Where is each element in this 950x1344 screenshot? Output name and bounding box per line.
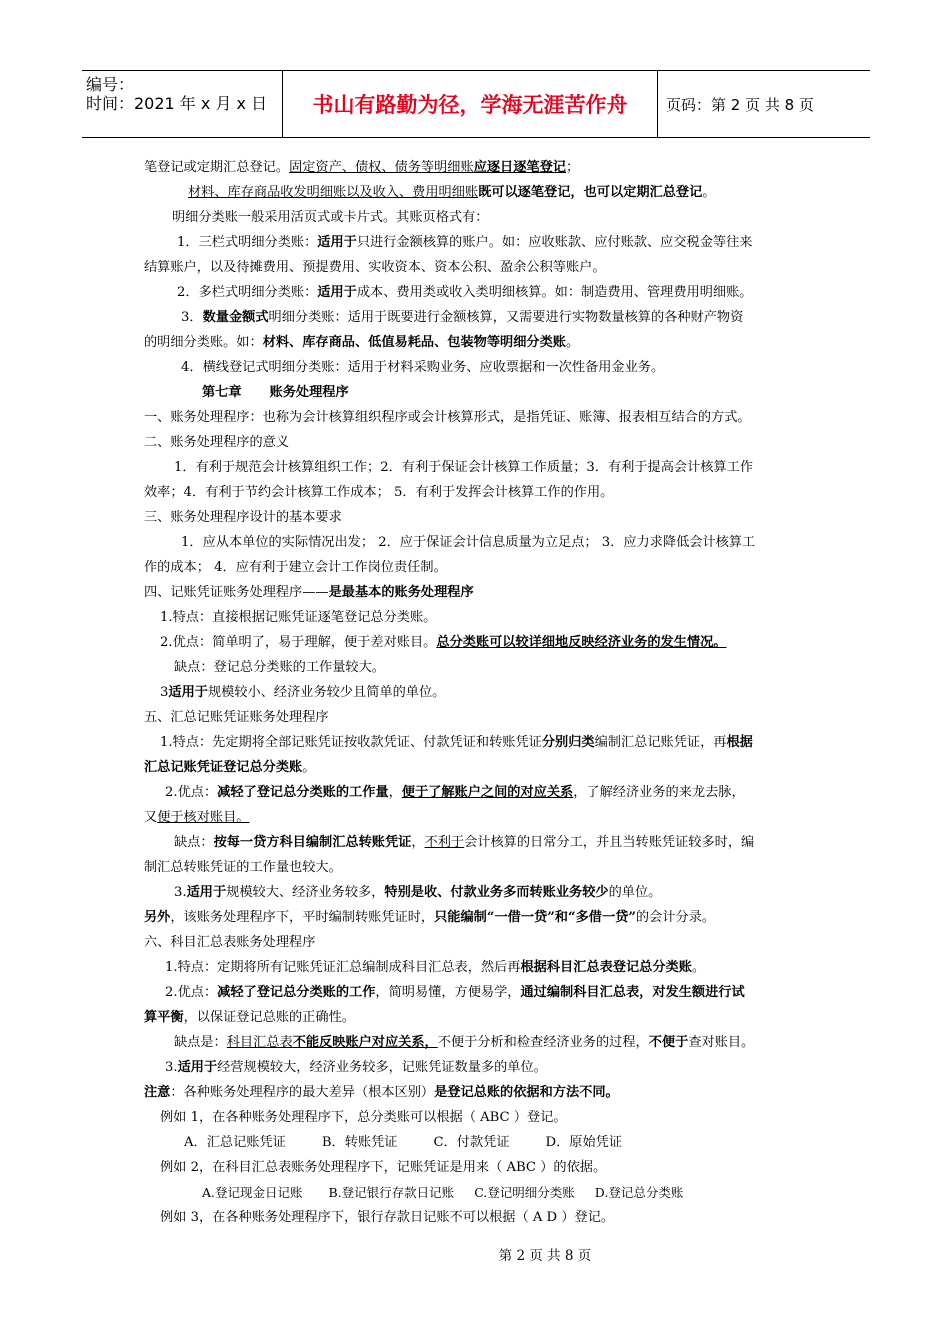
text-line: 3.适用于规模较大、经济业务较多，特别是收、付款业务多而转账业务较少的单位。 [174, 885, 662, 900]
motto: 书山有路勤为径，学海无涯苦作舟 [312, 93, 628, 117]
section-heading: 四、记账凭证账务处理程序——是最基本的账务处理程序 [144, 585, 474, 600]
header-motto-cell [283, 71, 658, 137]
example-question: 例如 3，在各种账务处理程序下，银行存款日记账不可以根据（ A D ）登记。 [160, 1210, 615, 1225]
section-heading: 五、汇总记账凭证账务处理程序 [144, 710, 329, 725]
text-line: 1.特点：定期将所有记账凭证汇总编制成科目汇总表，然后再根据科目汇总表登记总分类账。 [165, 960, 706, 975]
example-options: A．汇总记账凭证 B．转账凭证 C．付款凭证 D．原始凭证 [184, 1135, 623, 1150]
section-heading: 二、账务处理程序的意义 [144, 435, 290, 450]
example-question: 例如 1，在各种账务处理程序下，总分类账可以根据（ ABC ）登记。 [160, 1110, 567, 1125]
text-line: 制汇总转账凭证的工作量也较大。 [144, 860, 342, 875]
text-line: 缺点：按每一贷方科目编制汇总转账凭证，不利于会计核算的日常分工，并且当转账凭证较多时，编 [174, 835, 755, 850]
header-page-info: 页码：第 2 页 共 8 页 [666, 95, 814, 114]
example-question: 例如 2，在科目汇总表账务处理程序下，记账凭证是用来（ ABC ）的依据。 [160, 1160, 607, 1175]
page-footer [0, 1244, 950, 1264]
text-line: 3．数量金额式明细分类账：适用于既要进行金额核算，又需要进行实物数量核算的各种财产物资 [181, 310, 744, 325]
text-line: 1．三栏式明细分类账：适用于只进行金额核算的账户。如：应收账款、应付账款、应交税金等往来 [177, 235, 753, 250]
example-options: A.登记现金日记账 B.登记银行存款日记账 C.登记明细分类账 D.登记总分类账 [202, 1185, 684, 1200]
text-line: 3适用于规模较小、经济业务较少且简单的单位。 [160, 685, 446, 700]
page-number: 第 2 页 共 8 页 [498, 1248, 592, 1264]
text-line: 2.优点：简单明了，易于理解，便于差对账目。总分类账可以较详细地反映经济业务的发生情况。 [160, 635, 727, 650]
text-line: 2．多栏式明细分类账：适用于成本、费用类或收入类明细核算。如：制造费用、管理费用明细账。 [177, 285, 753, 300]
text-line: 效率；4．有利于节约会计核算工作成本； 5．有利于发挥会计核算工作的作用。 [144, 485, 614, 500]
serial-number-label: 编号： [86, 75, 135, 94]
text-line: 汇总记账凭证登记总分类账。 [144, 760, 316, 775]
section-heading: 三、账务处理程序设计的基本要求 [144, 510, 342, 525]
text-line: 材料、库存商品收发明细账以及收入、费用明细账既可以逐笔登记，也可以定期汇总登记。 [188, 185, 716, 200]
page-header [82, 70, 870, 138]
chapter-heading: 第七章 账务处理程序 [202, 385, 349, 400]
text-line: 1.特点：先定期将全部记账凭证按收款凭证、付款凭证和转账凭证分别归类编制汇总记账凭证，再根据 [160, 735, 753, 750]
section-heading: 六、科目汇总表账务处理程序 [144, 935, 316, 950]
text-line: 1.特点：直接根据记账凭证逐笔登记总分类账。 [160, 610, 437, 625]
text-line: 2.优点：减轻了登记总分类账的工作，简明易懂，方便易学，通过编制科目汇总表，对发生额进行试 [165, 985, 745, 1000]
text-line: 注意：各种账务处理程序的最大差异（根本区别）是登记总账的依据和方法不同。 [144, 1085, 619, 1100]
text-line: 1．有利于规范会计核算组织工作；2．有利于保证会计核算工作质量；3．有利于提高会计核算工作 [174, 460, 754, 475]
text-line: 另外，该账务处理程序下，平时编制转账凭证时，只能编制“一借一贷”和“多借一贷”的会计分录。 [144, 910, 716, 925]
text-line: 缺点：登记总分类账的工作量较大。 [174, 660, 385, 675]
text-line: 的明细分类账。如：材料、库存商品、低值易耗品、包装物等明细分类账。 [144, 335, 580, 350]
text-line: 4．横线登记式明细分类账：适用于材料采购业务、应收票据和一次性备用金业务。 [181, 360, 665, 375]
text-line: 1．应从本单位的实际情况出发； 2．应于保证会计信息质量为立足点； 3．应力求降低会计核算工 [181, 535, 756, 550]
text-line: 3.适用于经营规模较大，经济业务较多，记账凭证数量多的单位。 [165, 1060, 547, 1075]
text-line: 又便于核对账目。 [144, 810, 250, 825]
text-line: 笔登记或定期汇总登记。固定资产、债权、债务等明细账应逐日逐笔登记； [144, 160, 580, 175]
text-line: 算平衡，以保证登记总账的正确性。 [144, 1010, 355, 1025]
text-line: 缺点是：科目汇总表不能反映账户对应关系，不便于分析和检查经济业务的过程，不便于查对账目。 [174, 1035, 755, 1050]
text-line: 明细分类账一般采用活页式或卡片式。其账页格式有： [172, 210, 489, 225]
text-line: 结算账户，以及待摊费用、预提费用、实收资本、资本公积、盈余公积等账户。 [144, 260, 606, 275]
text-line: 2.优点：减轻了登记总分类账的工作量，便于了解账户之间的对应关系，了解经济业务的来龙去脉， [165, 785, 745, 800]
date-label: 时间：2021 年 x 月 x 日 [86, 94, 268, 113]
text-line: 作的成本； 4．应有利于建立会计工作岗位责任制。 [144, 560, 447, 575]
header-meta [82, 71, 283, 137]
text-line: 一、账务处理程序：也称为会计核算组织程序或会计核算形式，是指凭证、账簿、报表相互结合的方式。 [144, 410, 751, 425]
